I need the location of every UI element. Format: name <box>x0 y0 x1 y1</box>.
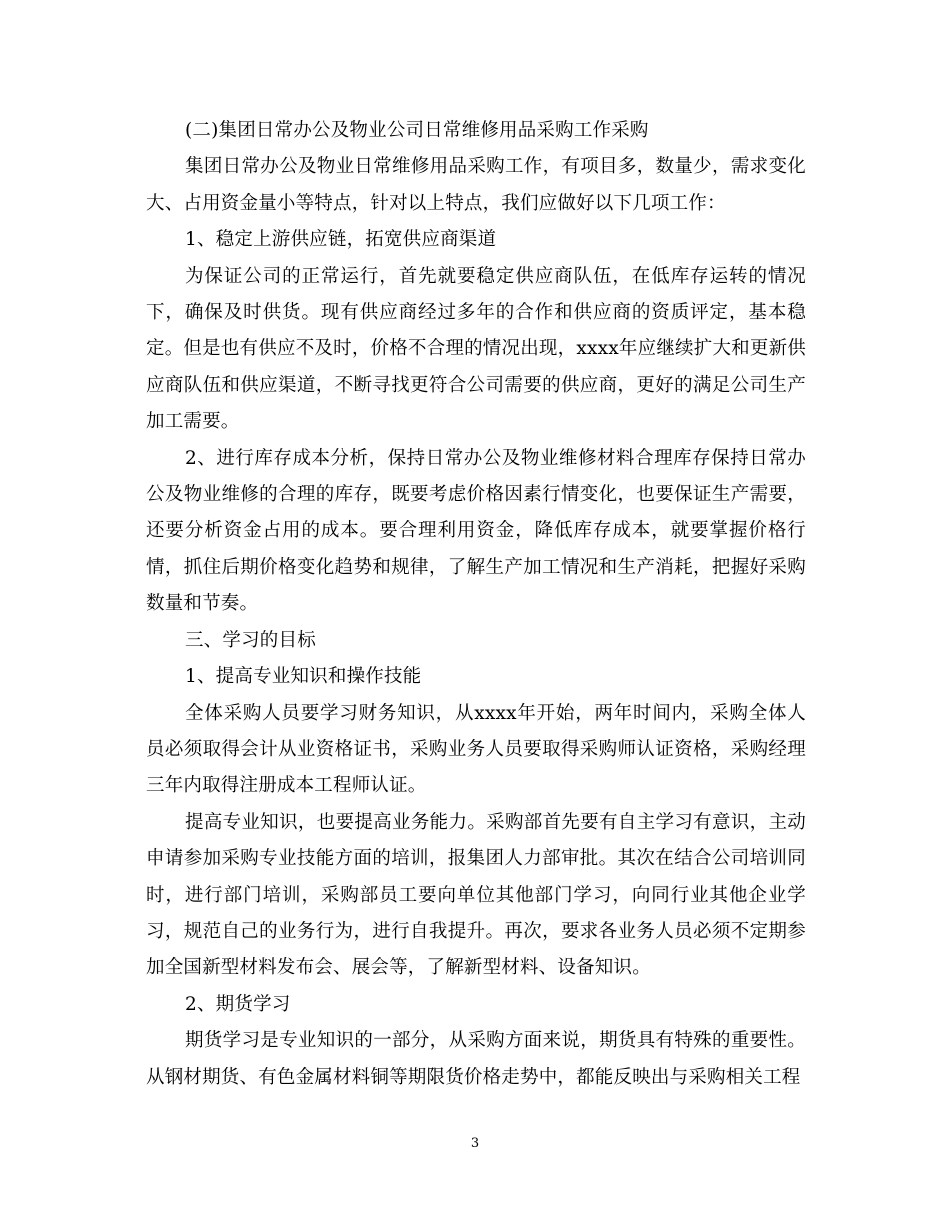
document-body <box>146 113 806 1096</box>
item-heading-futures-learning: 2、期货学习 <box>185 993 291 1015</box>
item-heading-stabilize-supply-chain: 1、稳定上游供应链，拓宽供应商渠道 <box>185 229 497 251</box>
paragraph-supplier-stability: 为保证公司的正常运行，首先就要稳定供应商队伍，在低库存运转的情况下，确保及时供货。现有供应商经过多年的合作和供应商的资质评定，基本稳定。但是也有供应不及时，价格不合理的情况出现，xxxx年应继续扩大和更新供应商队伍和供应渠道，不断寻找更符合公司需要的供应商，更好的满足公司生产加工需要。 <box>146 265 806 433</box>
paragraph-business-ability: 提高专业知识，也要提高业务能力。采购部首先要有自主学习有意识，主动申请参加采购专业技能方面的培训，报集团人力部审批。其次在结合公司培训同时，进行部门培训，采购部员工要向单位其他部门学习，向同行业其他企业学习，规范自己的业务行为，进行自我提升。再次，要求各业务人员必须不定期参加全国新型材料发布会、展会等，了解新型材料、设备知识。 <box>146 811 806 979</box>
item-heading-professional-skills: 1、提高专业知识和操作技能 <box>185 666 422 688</box>
paragraph-purchasing-characteristics: 集团日常办公及物业日常维修用品采购工作，有项目多，数量少，需求变化大、占用资金量小等特点，针对以上特点，我们应做好以下几项工作： <box>146 156 806 214</box>
paragraph-inventory-cost-analysis: 2、进行库存成本分析，保持日常办公及物业维修材料合理库存保持日常办公及物业维修的合理的库存，既要考虑价格因素行情变化，也要保证生产需要，还要分析资金占用的成本。要合理利用资金，降低库存成本，就要掌握价格行情，抓住后期价格变化趋势和规律，了解生产加工情况和生产消耗，把握好采购数量和节奏。 <box>146 447 806 615</box>
section-heading-group-purchasing: (二)集团日常办公及物业公司日常维修用品采购工作采购 <box>185 120 649 141</box>
paragraph-finance-certification: 全体采购人员要学习财务知识，从xxxx年开始，两年时间内，采购全体人员必须取得会计从业资格证书，采购业务人员要取得采购师认证资格，采购经理三年内取得注册成本工程师认证。 <box>146 702 806 797</box>
paragraph-futures-importance: 期货学习是专业知识的一部分，从采购方面来说，期货具有特殊的重要性。从钢材期货、有色金属材料铜等期限货价格走势中，都能反映出与采购相关工程 <box>146 1030 806 1088</box>
section-heading-learning-goals: 三、学习的目标 <box>185 629 316 651</box>
page-number: 3 <box>470 1136 480 1151</box>
